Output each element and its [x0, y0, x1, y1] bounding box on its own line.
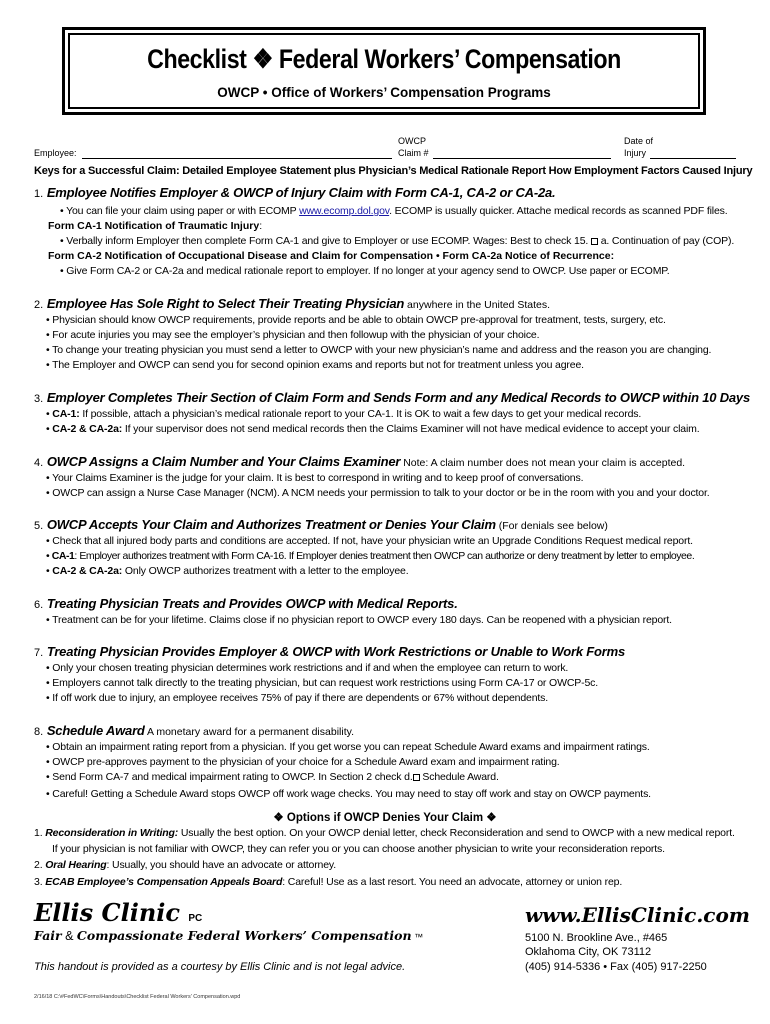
section-7-bullet: • Employers cannot talk directly to the treating physician, but can request work restrictions using Form CA-17 or OWCP-5c.: [46, 677, 599, 689]
section-8-bullet: • Send Form CA-7 and medical impairment rating to OWCP. In Section 2 check d. Schedule Award.: [46, 771, 499, 783]
section-6-bullet: • Treatment can be for your lifetime. Claims close if no physician report to OWCP every 180 days. Can be reopened with a physician report.: [46, 614, 672, 626]
section-6-heading: 6. Treating Physician Treats and Provides OWCP with Medical Reports.: [34, 596, 458, 611]
section-2-bullet: • For acute injuries you may see the employer’s physician and then followup with the physician of your choice.: [46, 329, 540, 341]
page-title: Checklist ❖ Federal Workers’ Compensation: [147, 44, 621, 74]
section-8-heading: 8. Schedule Award A monetary award for a permanent disability.: [34, 723, 355, 738]
page-subtitle: OWCP • Office of Workers’ Compensation Programs: [217, 85, 551, 100]
ecomp-link[interactable]: www.ecomp.dol.gov: [299, 205, 390, 217]
courtesy-disclaimer: This handout is provided as a courtesy by Ellis Clinic and is not legal advice.: [34, 961, 406, 973]
date-of-label: Date of: [624, 136, 654, 146]
section-5-bullet: • Check that all injured body parts and conditions are accepted. If not, have your physician write an Upgrade Conditions Request medical report.: [46, 535, 693, 547]
form-ca1-heading: Form CA-1 Notification of Traumatic Injury:: [48, 220, 263, 232]
section-7-bullet: • If off work due to injury, an employee receives 75% of pay if there are dependents or 67% without dependents.: [46, 692, 549, 704]
phone-fax: (405) 914-5336 • Fax (405) 917-2250: [525, 961, 707, 973]
section-5-bullet: • CA-1: Employer authorizes treatment with Form CA-16. If Employer denies treatment then OWCP can authorize or deny treatment by letter to employee.: [46, 550, 695, 562]
section-7-bullet: • Only your chosen treating physician determines work restrictions and if and when the employee can return to work.: [46, 662, 569, 674]
form-ca2-heading: Form CA-2 Notification of Occupational Disease and Claim for Compensation • Form CA-2a Notice of Recurrence:: [48, 250, 615, 262]
section-2-bullet: • Physician should know OWCP requirements, provide reports and be able to obtain OWCP pre-approval for treatment, tests, surgery, etc.: [46, 314, 666, 326]
section-4-bullet: • OWCP can assign a Nurse Case Manager (NCM). A NCM needs your permission to talk to your doctor or be in the room with you and your doctor.: [46, 487, 710, 499]
section-2-bullet: • The Employer and OWCP can send you for second opinion exams and reports but not for treatment unless you agree.: [46, 359, 584, 371]
section-5-bullet: • CA-2 & CA-2a: Only OWCP authorizes treatment with a letter to the employee.: [46, 565, 409, 577]
keys-statement: Keys for a Successful Claim: Detailed Employee Statement plus Physician’s Medical Rationale Report How Employment Factors Caused Injury: [34, 165, 753, 177]
section-8-bullet: • OWCP pre-approves payment to the physician of your choice for a Schedule Award exam and impairment rating.: [46, 756, 560, 768]
section-1-line-3: • Give Form CA-2 or CA-2a and medical rationale report to employer. If no longer at your agency send to OWCP. Use paper or ECOMP.: [60, 265, 670, 277]
option-1-continued: If your physician is not familiar with OWCP, they can refer you or you can choose another physician to write your reconsideration reports.: [52, 843, 665, 855]
injury-label: Injury: [624, 148, 647, 158]
section-4-bullet: • Your Claims Examiner is the judge for your claim. It is best to correspond in writing and to keep proof of conversations.: [46, 472, 584, 484]
clinic-logo: Ellis Clinic PC: [34, 898, 203, 927]
employee-field[interactable]: [82, 148, 392, 159]
section-5-heading: 5. OWCP Accepts Your Claim and Authorizes Treatment or Denies Your Claim (For denials see below): [34, 517, 608, 532]
section-2-heading: 2. Employee Has Sole Right to Select Their Treating Physician anywhere in the United States.: [34, 296, 551, 311]
clinic-tagline: Fair & Compassionate Federal Workers’ Compensation ™: [34, 928, 424, 943]
section-1-line-1: • You can file your claim using paper or with ECOMP www.ecomp.dol.gov. ECOMP is usually quicker. Attache medical records as scanned PDF files.: [60, 205, 728, 217]
injury-date-field[interactable]: [650, 148, 736, 159]
options-heading: ❖ Options if OWCP Denies Your Claim ❖: [273, 812, 497, 824]
claim-number-field[interactable]: [433, 148, 611, 159]
website-link[interactable]: www.EllisClinic.com: [525, 903, 750, 927]
option-3: 3. ECAB Employee’s Compensation Appeals Board: Careful! Use as a last resort. You need an advocate, attorney or union rep.: [34, 876, 623, 888]
section-1-line-2: • Verbally inform Employer then complete Form CA-1 and give to Employer or use ECOMP. Wages: Best to check 15. a. Continuation of pay (COP).: [60, 235, 735, 247]
section-3-heading: 3. Employer Completes Their Section of Claim Form and Sends Form and any Medical Records to OWCP within 10 Days: [34, 390, 750, 405]
section-7-heading: 7. Treating Physician Provides Employer & OWCP with Work Restrictions or Unable to Work Forms: [34, 644, 626, 659]
employee-label: Employee:: [34, 148, 77, 158]
option-1: 1. Reconsideration in Writing: Usually the best option. On your OWCP denial letter, check Reconsideration and send to OWCP with a new medical report.: [34, 827, 735, 839]
claim-label: Claim #: [398, 148, 429, 158]
address-line-2: Oklahoma City, OK 73112: [525, 946, 652, 958]
section-1-heading: 1. Employee Notifies Employer & OWCP of Injury Claim with Form CA-1, CA-2 or CA-2a.: [34, 185, 556, 200]
file-path: 2/16/18 C:\#FedWC\Forms\Handouts\Checklist Federal Workers' Compensation.wpd: [34, 994, 241, 1000]
section-8-bullet: • Obtain an impairment rating report from a physician. If you get worse you can repeat Schedule Award exams and impairment ratings.: [46, 741, 650, 753]
section-3-bullet: • CA-1: If possible, attach a physician’s medical rationale report to your CA-1. It is OK to wait a few days to get your medical records.: [46, 408, 642, 420]
section-2-bullet: • To change your treating physician you must send a letter to OWCP with your new physician’s name and address and the reason you are changing.: [46, 344, 712, 356]
option-2: 2. Oral Hearing: Usually, you should have an advocate or attorney.: [34, 859, 337, 871]
owcp-label: OWCP: [398, 136, 426, 146]
section-8-bullet: • Careful! Getting a Schedule Award stops OWCP off work wage checks. You may need to stay off work and stay on OWCP payments.: [46, 788, 651, 800]
section-3-bullet: • CA-2 & CA-2a: If your supervisor does not send medical records then the Claims Examiner will not have medical evidence to accept your claim.: [46, 423, 700, 435]
section-4-heading: 4. OWCP Assigns a Claim Number and Your Claims Examiner Note: A claim number does not mean your claim is accepted.: [34, 454, 686, 469]
checkbox-icon: [591, 238, 598, 245]
address-line-1: 5100 N. Brookline Ave., #465: [525, 932, 668, 944]
checkbox-icon: [413, 774, 420, 781]
